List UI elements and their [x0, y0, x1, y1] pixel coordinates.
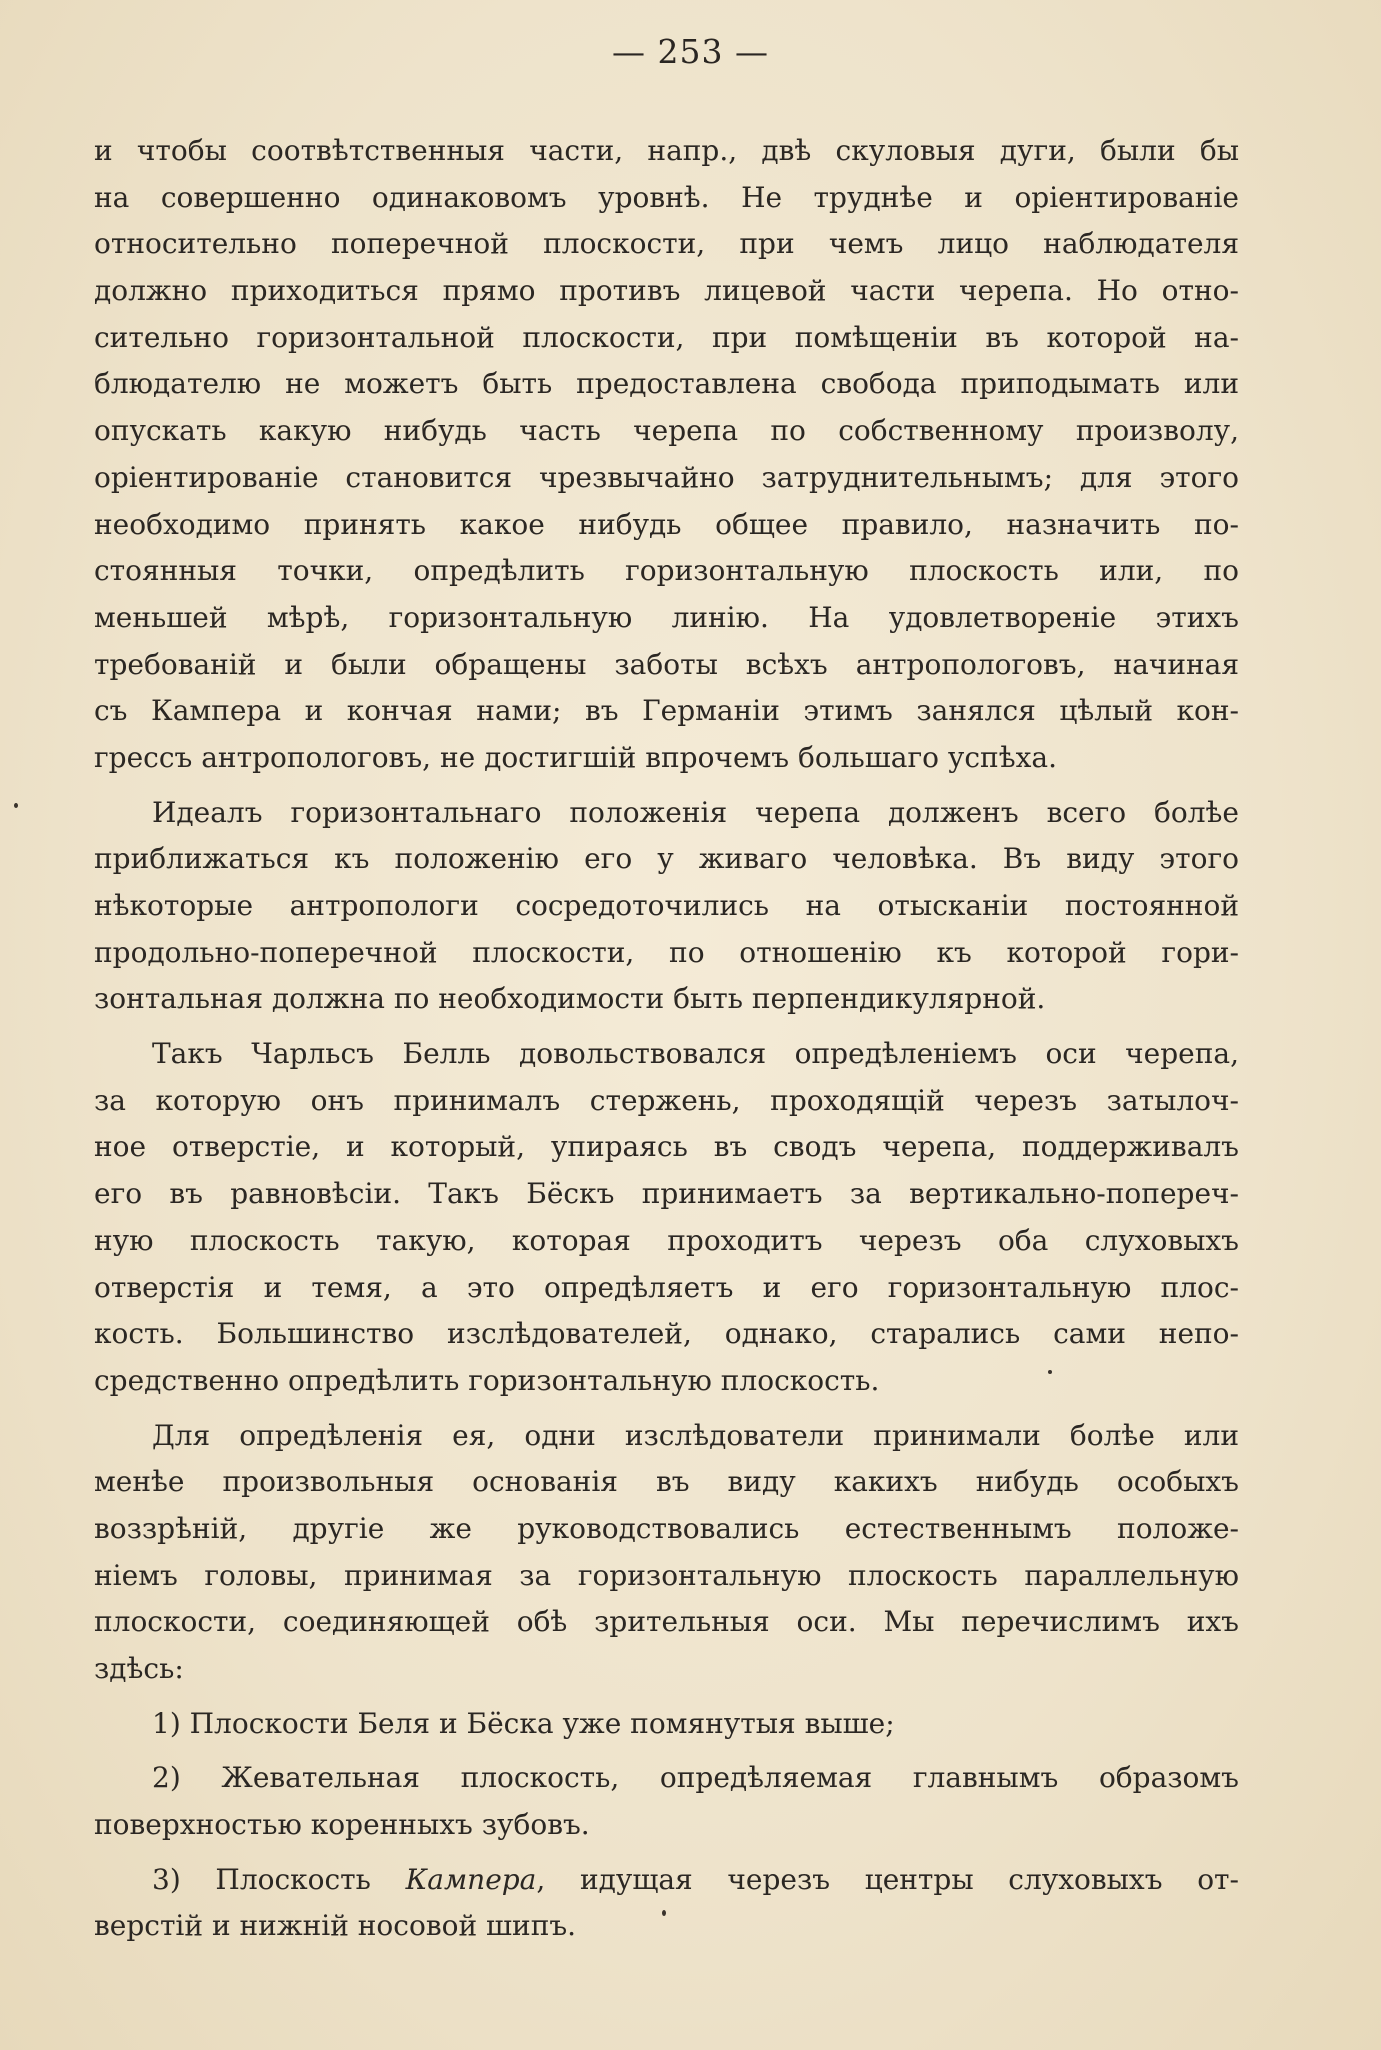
text-line: его въ равновѣсіи. Такъ Бёскъ принимаетъ за вертикально-попереч- [94, 1177, 1239, 1211]
text-line: грессъ антропологовъ, не достигшій впрочемъ большаго успѣха. [94, 740, 1057, 774]
text-line: поверхностью коренныхъ зубовъ. [94, 1808, 590, 1842]
paper-speck [14, 803, 18, 808]
text-line: 1) Плоскости Беля и Бёска уже помянутыя выше; [152, 1706, 895, 1740]
text-line: ную плоскость такую, которая проходитъ черезъ оба слуховыхъ [94, 1223, 1239, 1257]
text-line: блюдателю не можетъ быть предоставлена свобода приподымать или [94, 367, 1239, 401]
text-line: приближаться къ положенію его у живаго человѣка. Въ виду этого [94, 842, 1239, 876]
text-line: относительно поперечной плоскости, при чемъ лицо наблюдателя [94, 227, 1239, 261]
body-text [94, 128, 1239, 1950]
list-item [94, 1755, 1239, 1848]
text-line: верстій и нижній носовой шипъ. [94, 1909, 577, 1943]
text-line: опускать какую нибудь часть черепа по собственному произволу, [94, 414, 1239, 448]
text-line: должно приходиться прямо противъ лицевой части черепа. Но отно- [94, 274, 1239, 308]
text-line: оріентированіе становится чрезвычайно затруднительнымъ; для этого [94, 460, 1239, 494]
text-line: сительно горизонтальной плоскости, при помѣщеніи въ которой на- [94, 320, 1239, 354]
text-line: и чтобы соотвѣтственныя части, напр., двѣ скуловыя дуги, были бы [94, 134, 1239, 167]
text-line: здѣсь: [94, 1652, 184, 1685]
author-name: Кампера [405, 1862, 537, 1896]
text-line: стоянныя точки, опредѣлить горизонтальную плоскость или, по [94, 554, 1239, 588]
text-line: менѣе произвольныя основанія въ виду какихъ нибудь особыхъ [94, 1465, 1239, 1499]
list-item [94, 1701, 1239, 1748]
text-line: плоскости, соединяющей обѣ зрительныя оси. Мы перечислимъ ихъ [94, 1605, 1239, 1639]
text-line [94, 1857, 1239, 1904]
text-line: продольно-поперечной плоскости, по отношенію къ которой гори- [94, 935, 1239, 969]
text-line: ное отверстіе, и который, упираясь въ сводъ черепа, поддерживалъ [94, 1130, 1239, 1164]
text-line: 2) Жевательная плоскость, опредѣляемая главнымъ образомъ [152, 1761, 1239, 1795]
text-line: требованій и были обращены заботы всѣхъ антропологовъ, начиная [94, 647, 1239, 681]
text-line: зонтальная должна по необходимости быть перпендикулярной. [94, 982, 1046, 1016]
text-line: съ Кампера и кончая нами; въ Германіи этимъ занялся цѣлый кон- [94, 694, 1239, 728]
text-line: Идеалъ горизонтальнаго положенія черепа долженъ всего болѣе [152, 795, 1239, 829]
text-line: ніемъ головы, принимая за горизонтальную плоскость параллельную [94, 1558, 1239, 1592]
text-line: за которую онъ принималъ стержень, проходящій черезъ затылоч- [94, 1083, 1239, 1117]
text-line: меньшей мѣрѣ, горизонтальную линію. На удовлетвореніе этихъ [94, 600, 1239, 634]
text-line: воззрѣній, другіе же руководствовались естественнымъ положе- [94, 1511, 1239, 1545]
text-line: средственно опредѣлить горизонтальную плоскость. [94, 1363, 880, 1397]
text-line: необходимо принять какое нибудь общее правило, назначить по- [94, 507, 1239, 541]
text-line: нѣкоторые антропологи сосредоточились на отысканіи постоянной [94, 889, 1239, 922]
text-line: Для опредѣленія ея, одни изслѣдователи принимали болѣе или [152, 1418, 1239, 1452]
paragraph-4 [94, 1413, 1239, 1693]
text-segment: 3) Плоскость [152, 1862, 406, 1896]
page-number: — 253 — [612, 32, 769, 71]
text-line: кость. Большинство изслѣдователей, однако, старались сами непо- [94, 1317, 1239, 1351]
text-segment: , идущая черезъ центры слуховыхъ от- [536, 1862, 1239, 1896]
paragraph-3 [94, 1031, 1239, 1405]
paper-speck [662, 1910, 666, 1916]
paragraph-1 [94, 128, 1239, 782]
text-line: отверстія и темя, а это опредѣляетъ и его горизонтальную плос- [94, 1270, 1239, 1304]
paper-speck [1048, 1370, 1052, 1374]
list-item [94, 1857, 1239, 1950]
text-line: Такъ Чарльсъ Белль довольствовался опредѣленіемъ оси черепа, [152, 1037, 1239, 1071]
text-line: на совершенно одинаковомъ уровнѣ. Не труднѣе и оріентированіе [94, 180, 1239, 214]
paragraph-2 [94, 790, 1239, 1023]
